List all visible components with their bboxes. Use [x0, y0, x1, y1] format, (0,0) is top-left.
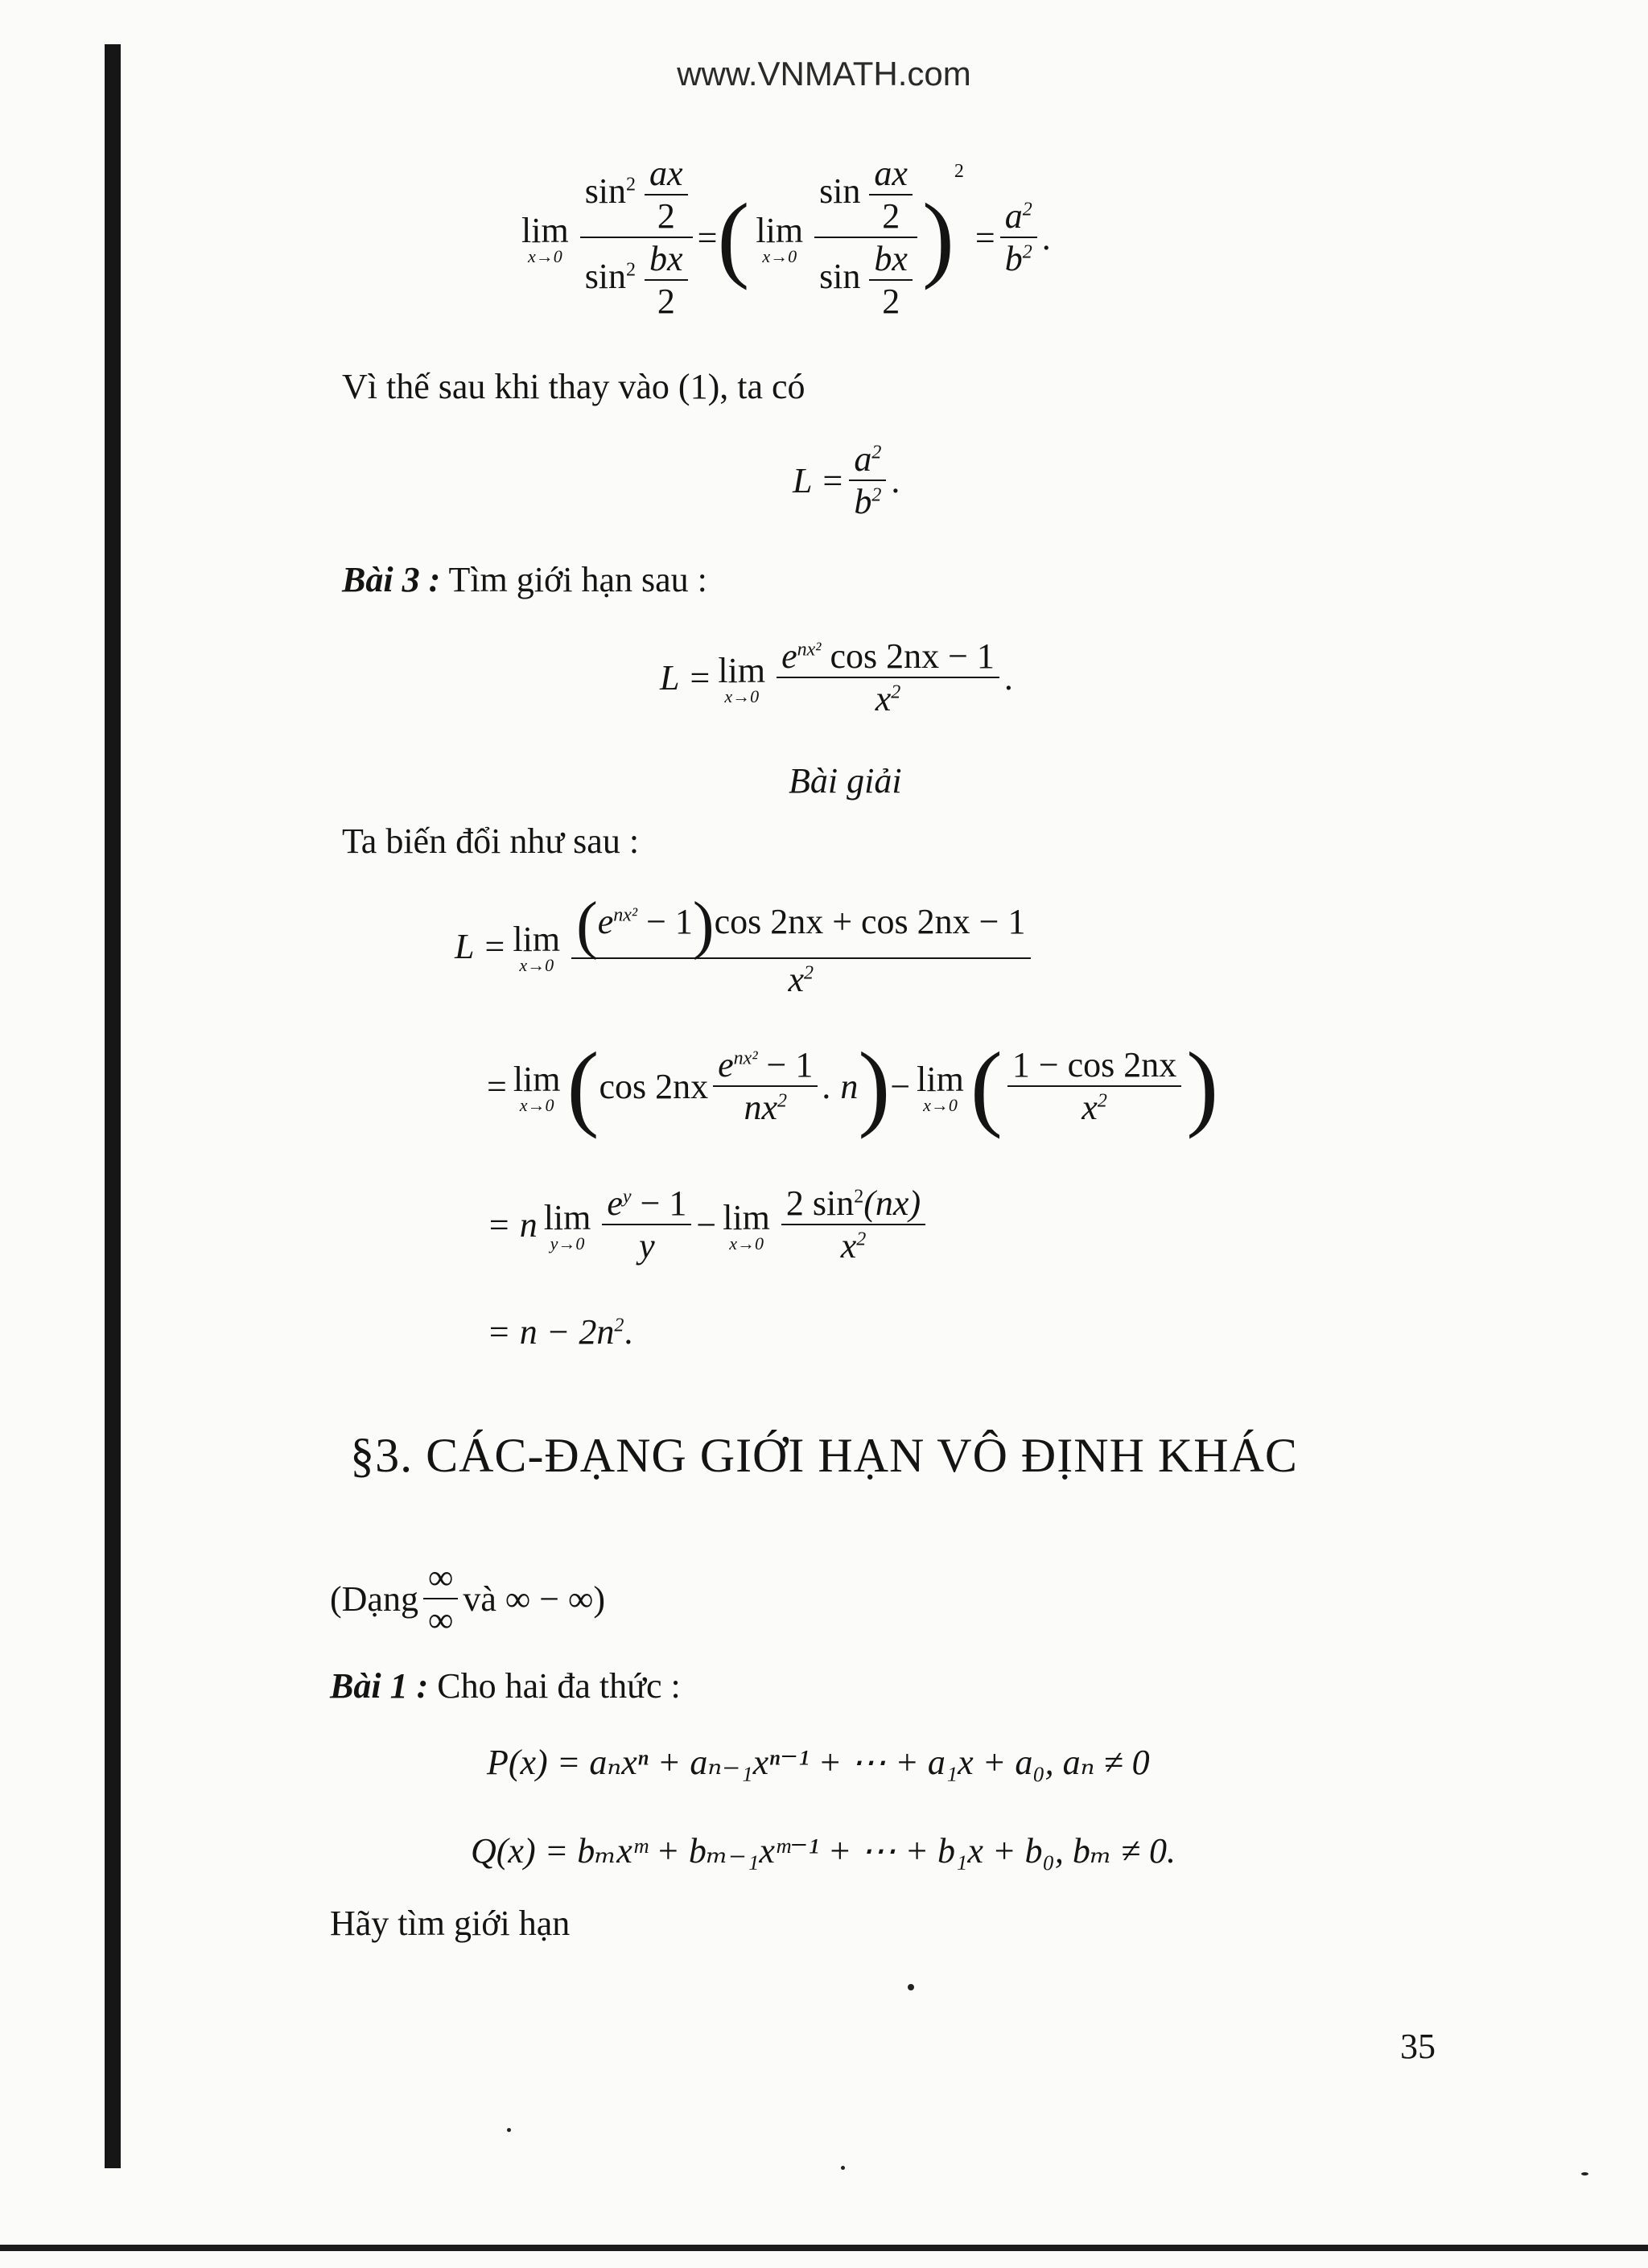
polynomial-P: P(x) = aₙxⁿ + aₙ₋₁xⁿ⁻¹ + ⋯ + a₁x + a₀, aₙ ≠ 0 — [487, 1743, 1150, 1782]
book-spine-edge — [105, 44, 121, 2168]
equation-step-3: = n lim y→0 $\frac{e^y - 1}{y}$ − lim x→0 $\frac{2 \sin^2(nx)}{x^2}$ — [487, 1183, 930, 1266]
limit-operator: lim x→0 — [521, 210, 569, 266]
paragraph-form-type: (Dạng $\frac{\infty}{\infty}$ và ∞ − ∞) — [330, 1558, 606, 1640]
limit-operator: lim x→0 — [756, 210, 804, 266]
equation-step-2: = lim x→0 ( cos 2nx $\frac{e^{nx^2} - 1}{nx^2}$ . n ) − lim x→0 ( $\frac{1 - \cos 2nx}{x^2}$ ) — [487, 1032, 1219, 1139]
equation-L-result: L = $\frac{a^2}{b^2}$ . — [793, 439, 900, 521]
equation-L-exp-cos: L = lim x→0 $\frac{e^{nx^2} \cos 2nx - 1}{x^2}$ . — [660, 636, 1013, 718]
paragraph-find-limit: Hãy tìm giới hạn — [330, 1904, 571, 1943]
equation-step-4: = $n - 2n^2$. — [487, 1312, 633, 1352]
fraction-sin-ratio: sin $\frac{ax}{2}$ sin $\frac{bx}{2}$ — [814, 153, 917, 322]
exercise-3-heading: Bài 3 : Tìm giới hạn sau : — [342, 560, 707, 599]
polynomial-Q: Q(x) = bₘxᵐ + bₘ₋₁xᵐ⁻¹ + ⋯ + b₁x + b₀, bₘ ≠ 0. — [471, 1831, 1176, 1871]
scan-speck — [908, 1984, 914, 1990]
equation-step-1: L = lim x→0 $\frac{(e^{nx^2} - 1)\cos 2nx + \cos 2nx - 1}{x^2}$ — [455, 893, 1036, 1000]
solution-title: Bài giải — [789, 761, 902, 801]
paragraph-substitute: Vì thế sau khi thay vào (1), ta có — [342, 367, 805, 406]
scan-speck — [841, 2166, 845, 2170]
site-header: www.VNMATH.com — [677, 55, 971, 93]
page-number: 35 — [1400, 2027, 1436, 2066]
paragraph-transform: Ta biến đổi như sau : — [342, 821, 640, 861]
scan-speck — [507, 2128, 511, 2132]
equation-limit-sin-ratio: lim x→0 $\sin^2$ $\frac{ax}{2}$ $\sin^2$ $\frac{bx}{2}$ = ( lim x→0 sin $\frac{ax}{2}$ sin $\frac{bx}{2}$ ) 2 = $\frac{a^2}{b^2}$ . — [521, 154, 1051, 321]
scan-speck — [1581, 2172, 1588, 2175]
bottom-rule — [0, 2245, 1648, 2251]
fraction-sin-squared: $\sin^2$ $\frac{ax}{2}$ $\sin^2$ $\frac{bx}{2}$ — [580, 153, 693, 322]
section-title: §3. CÁC-ĐẠNG GIỚI HẠN VÔ ĐỊNH KHÁC — [350, 1429, 1298, 1482]
fraction-a2-b2: $\frac{a^2}{b^2}$ — [1000, 196, 1037, 279]
exercise-1-heading: Bài 1 : Cho hai đa thức : — [330, 1666, 681, 1706]
